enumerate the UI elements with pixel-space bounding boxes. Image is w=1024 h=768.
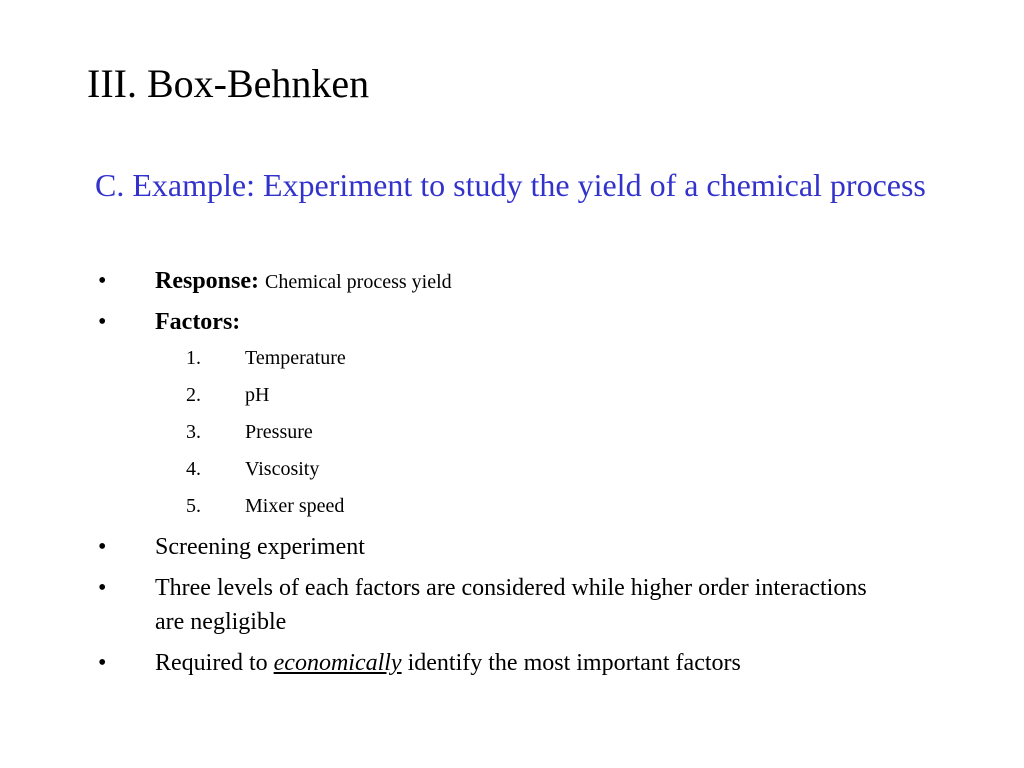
bullet-dot: • [98,575,107,601]
factor-number: 3. [186,421,201,443]
response-label: Response: [155,268,260,294]
bullet-text [155,264,895,299]
bullet-text [155,305,895,339]
factor-number: 4. [186,458,201,480]
bullet-dot: • [98,534,107,560]
bullet-dot: • [98,309,107,335]
bullet-dot: • [98,650,107,676]
bullet-text: Screening experiment [155,534,365,560]
factor-text: Viscosity [245,458,320,480]
slide-title: III. Box-Behnken [87,61,370,106]
factor-number: 1. [186,347,201,369]
required-emphasis: economically [273,650,402,676]
factors-label: Factors: [155,309,241,335]
factor-text: Temperature [245,347,346,369]
factor-number: 5. [186,495,201,517]
factor-text: Mixer speed [245,495,345,517]
bullet-dot: • [98,268,107,294]
factor-number: 2. [186,384,201,406]
bullet-text: Three levels of each factors are considered while higher order interactions are negligible [155,575,867,635]
factor-text: pH [245,384,270,406]
required-suffix: identify the most important factors [401,650,741,676]
bullet-text [155,646,895,680]
factor-text: Pressure [245,421,313,443]
response-value: Chemical process yield [265,271,452,293]
example-heading: C. Example: Experiment to study the yield of a chemical process [95,167,926,203]
required-prefix: Required to [155,650,274,676]
